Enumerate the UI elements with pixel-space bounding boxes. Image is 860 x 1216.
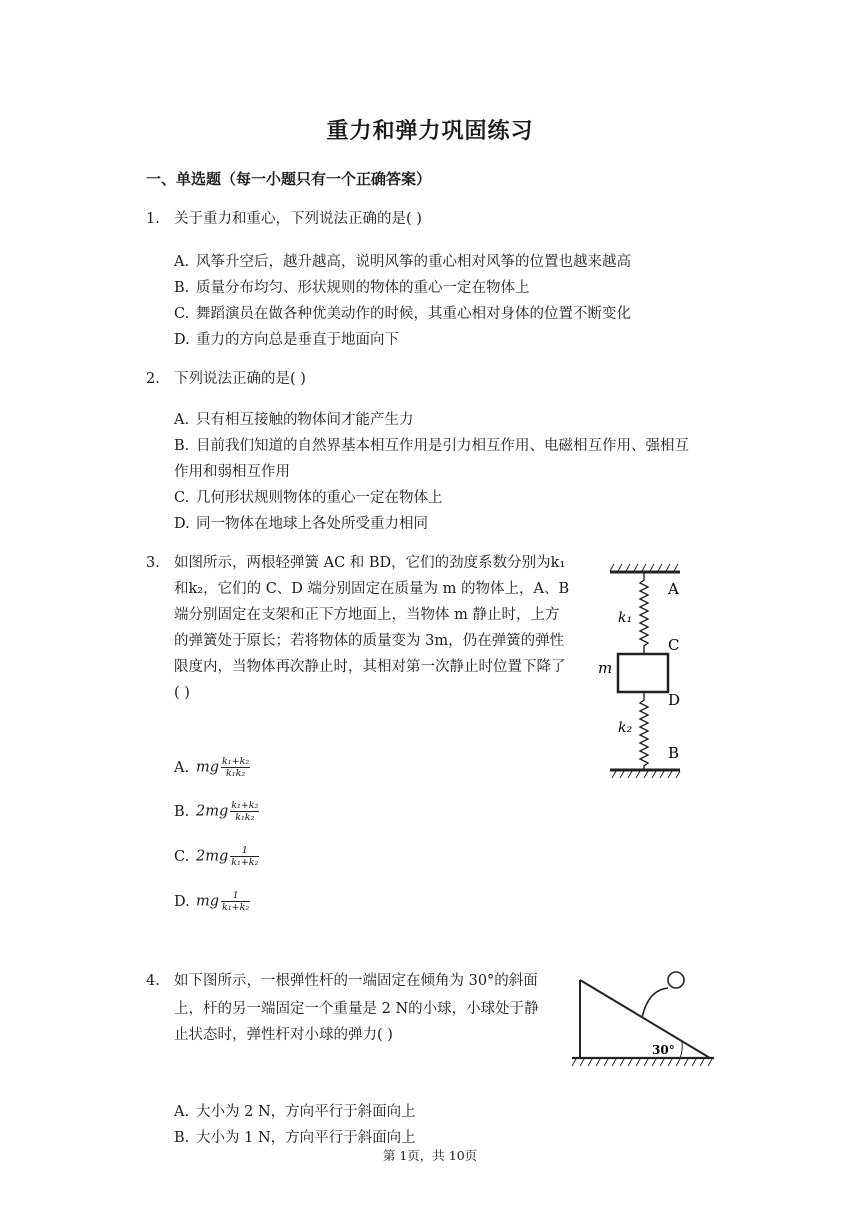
q2-option-b-cont: 作用和弱相互作用: [174, 464, 290, 480]
label-m: m: [598, 659, 613, 677]
question-4-line-1: 如下图所示，一根弹性杆的一端固定在倾角为 30°的斜面: [174, 973, 538, 989]
q3-option-b: B. 2mg $\frac{\text{k₁+k₂}}{\text{k₁k₂}}$: [174, 800, 259, 823]
question-stem: 下列说法正确的是( ): [174, 371, 306, 387]
label-k2: k₂: [618, 720, 633, 736]
question-2: [146, 366, 306, 392]
question-3-number: 3.: [146, 555, 160, 571]
question-stem: 关于重力和重心，下列说法正确的是( ): [174, 211, 422, 227]
q3-option-c: C. 2mg $\frac{1}{\text{k₁+k₂}}$: [174, 845, 259, 868]
page-title: 重力和弹力巩固练习: [326, 118, 534, 144]
q1-option-d: D. 重力的方向总是垂直于地面向下: [174, 332, 399, 348]
question-3-line-2: 和k₂，它们的 C、D 端分别固定在质量为 m 的物体上，A、B: [174, 581, 570, 597]
question-4-number: 4.: [146, 973, 160, 989]
label-c: C: [668, 636, 680, 654]
q4-option-a: A. 大小为 2 N，方向平行于斜面向上: [174, 1104, 416, 1120]
question-3-line-1: 如图所示，两根轻弹簧 AC 和 BD，它们的劲度系数分别为k₁: [174, 555, 566, 571]
question-4-line-3: 止状态时，弹性杆对小球的弹力( ): [174, 1027, 393, 1043]
q1-option-c: C. 舞蹈演员在做各种优美动作的时候，其重心相对身体的位置不断变化: [174, 306, 631, 322]
page-footer: 第 1页，共 10页: [382, 1148, 478, 1163]
spring-figure: [596, 560, 696, 782]
q3-option-d: D. mg $\frac{1}{\text{k₁+k₂}}$: [174, 890, 250, 913]
question-3-line-3: 端分别固定在支架和正下方地面上，当物体 m 静止时，上方: [174, 607, 560, 623]
question-number: 1.: [146, 211, 160, 227]
q2-option-c: C. 几何形状规则物体的重心一定在物体上: [174, 490, 443, 506]
q2-option-d: D. 同一物体在地球上各处所受重力相同: [174, 516, 428, 532]
incline-figure: [568, 962, 718, 1070]
label-b: B: [668, 744, 680, 762]
question-3-line-6: ( ): [174, 685, 190, 701]
label-a: A: [668, 580, 679, 598]
angle-label: 30°: [652, 1043, 675, 1057]
label-d: D: [668, 691, 681, 709]
section-heading: 一、单选题（每一小题只有一个正确答案）: [146, 170, 432, 188]
question-3-line-5: 限度内，当物体再次静止时，其相对第一次静止时位置下降了: [174, 659, 566, 675]
q3-option-a: A. mg $\frac{\text{k₁+k₂}}{\text{k₁k₂}}$: [174, 756, 250, 779]
question-3-line-4: 的弹簧处于原长；若将物体的质量变为 3m，仍在弹簧的弹性: [174, 633, 565, 649]
q2-option-a: A. 只有相互接触的物体间才能产生力: [174, 412, 414, 428]
q1-option-b: B. 质量分布均匀、形状规则的物体的重心一定在物体上: [174, 280, 530, 296]
q4-option-b: B. 大小为 1 N，方向平行于斜面向上: [174, 1130, 416, 1146]
question-4-line-2: 上，杆的另一端固定一个重量是 2 N的小球，小球处于静: [174, 1001, 539, 1017]
question-number: 2.: [146, 371, 160, 387]
q2-option-b: B. 目前我们知道的自然界基本相互作用是引力相互作用、电磁相互作用、强相互: [174, 438, 689, 454]
q1-option-a: A. 风筝升空后，越升越高，说明风筝的重心相对风筝的位置也越来越高: [174, 254, 631, 270]
question-1: [146, 206, 422, 232]
label-k1: k₁: [618, 610, 633, 626]
